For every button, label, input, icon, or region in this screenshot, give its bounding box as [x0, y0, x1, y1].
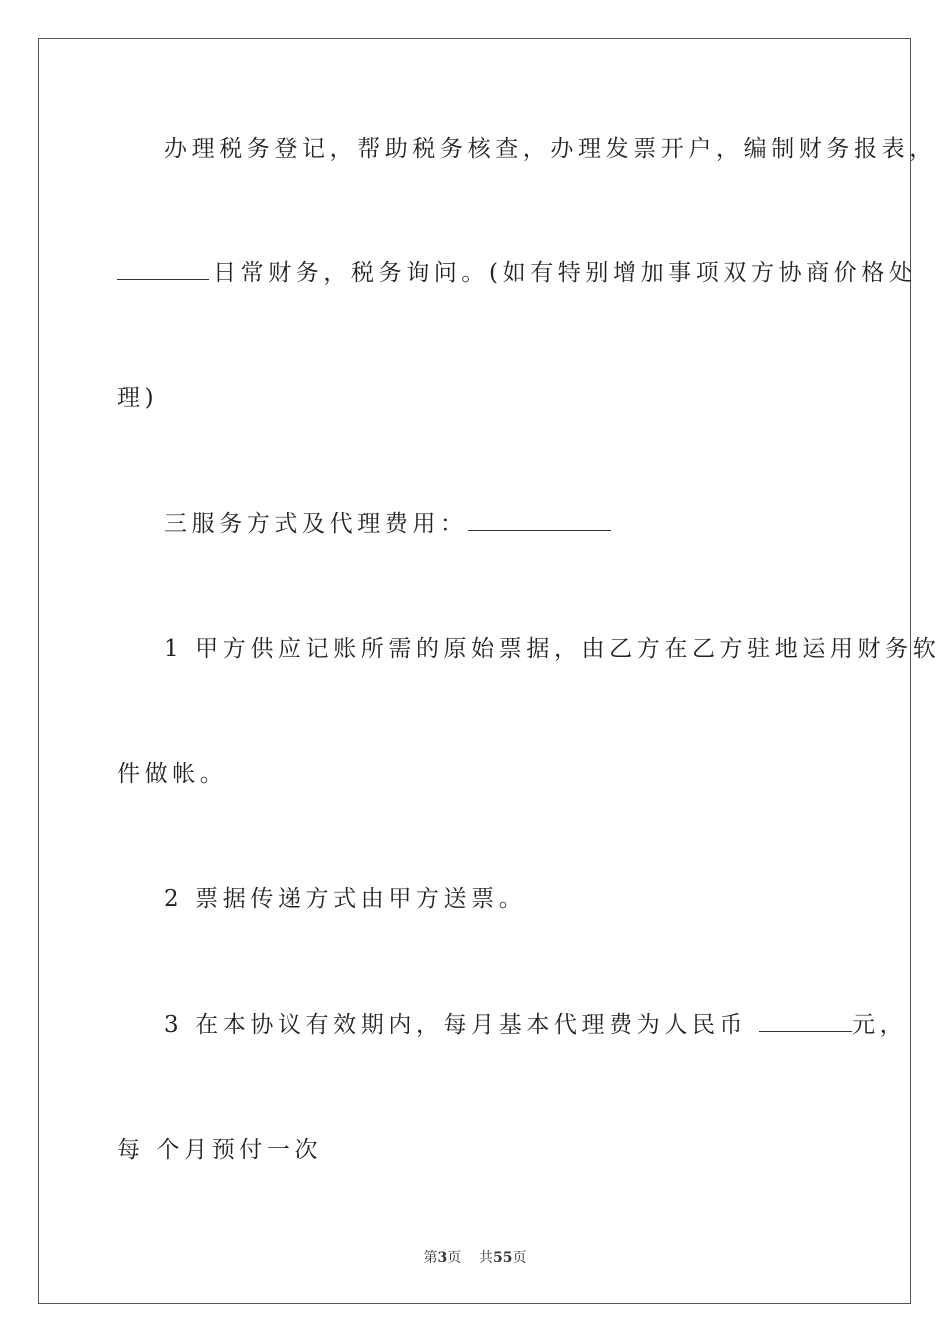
footer-total-pages: 55: [493, 1250, 513, 1266]
fill-in-blank[interactable]: [468, 510, 611, 531]
paragraph-continuation: [117, 383, 158, 413]
clause-text: 2 票据传递方式由甲方送票。: [164, 886, 527, 912]
clause-text-after: 元，: [852, 1012, 908, 1038]
clause-3-continuation: [117, 1135, 322, 1165]
footer-total-suffix: 页: [512, 1250, 527, 1266]
paragraph-text: 办理税务登记，帮助税务核查，办理发票开户，编制财务报表，: [164, 136, 937, 162]
footer-page-number: 3: [437, 1250, 448, 1266]
page-frame: [38, 38, 911, 1304]
clause-2: [164, 884, 526, 914]
paragraph-daily-finance: [117, 258, 917, 288]
page-footer: [0, 1247, 950, 1267]
fill-in-blank[interactable]: [117, 259, 209, 280]
clause-text: 3 在本协议有效期内，每月基本代理费为人民币: [164, 1012, 760, 1038]
footer-page-prefix: 第: [423, 1250, 438, 1266]
paragraph-text: 理): [117, 385, 159, 411]
clause-text: 件做帐。: [117, 761, 228, 787]
paragraph-service-scope: [164, 134, 937, 164]
paragraph-text: 日常财务，税务询问。(如有特别增加事项双方协商价格处: [213, 260, 917, 286]
clause-1: [164, 634, 940, 664]
footer-total-prefix: 共: [479, 1250, 494, 1266]
clause-1-continuation: [117, 759, 227, 789]
footer-page-suffix: 页: [447, 1250, 462, 1266]
clause-text: 每 个月预付一次: [117, 1137, 323, 1163]
clause-text: 1 甲方供应记账所需的原始票据，由乙方在乙方驻地运用财务软: [164, 636, 941, 662]
section-heading-text: 三服务方式及代理费用：: [164, 511, 468, 537]
fee-amount-blank[interactable]: [759, 1011, 852, 1032]
clause-3: [164, 1010, 907, 1040]
section-heading-service-fees: [164, 509, 611, 539]
